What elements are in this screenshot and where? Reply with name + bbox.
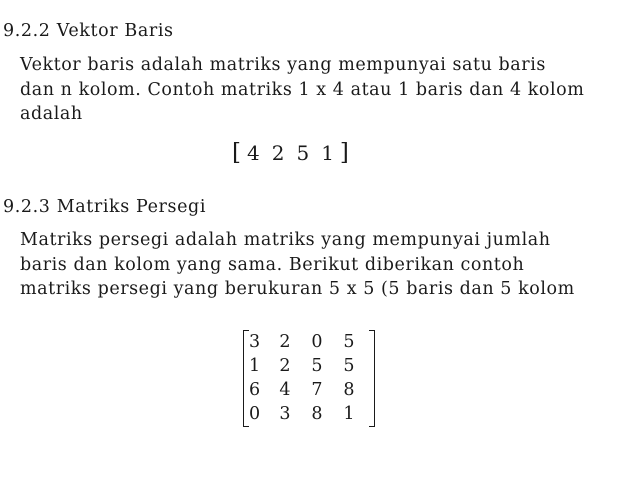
matrix-row — [244, 354, 374, 378]
matrix-cell: 0 — [249, 404, 261, 424]
vector-entry: 1 — [321, 141, 334, 165]
matrix-cell: 2 — [279, 332, 291, 352]
matrix-cell: 3 — [249, 332, 261, 352]
vector-entry: 4 — [246, 141, 260, 165]
matrix-cell: 6 — [249, 380, 261, 400]
paragraph-line: adalah — [20, 104, 83, 124]
right-bracket: ] — [339, 139, 349, 166]
matrix-cell: 5 — [343, 332, 355, 352]
matrix-cell: 8 — [311, 404, 323, 424]
matrix-cell: 3 — [279, 404, 291, 424]
matrix-row — [244, 402, 374, 426]
matrix-row — [244, 330, 374, 354]
square-matrix-example — [243, 330, 375, 427]
paragraph-line: dan n kolom. Contoh matriks 1 x 4 atau 1 baris dan 4 kolom — [20, 79, 585, 100]
row-vector-example — [232, 141, 349, 165]
paragraph-line: Vektor baris adalah matriks yang mempunyai satu baris — [20, 55, 546, 75]
vector-entry: 2 — [271, 141, 285, 165]
paragraph-line: baris dan kolom yang sama. Berikut diberikan contoh — [20, 254, 525, 275]
vector-entry: 5 — [296, 141, 310, 165]
matrix-cell: 5 — [311, 356, 323, 376]
matrix-cell: 2 — [279, 356, 291, 376]
section-heading-matriks-persegi: 9.2.3 Matriks Persegi — [3, 197, 207, 217]
left-bracket: [ — [232, 139, 241, 166]
paragraph-line: matriks persegi yang berukuran 5 x 5 (5 baris dan 5 kolom — [20, 279, 575, 299]
matrix-row — [244, 378, 374, 402]
matrix-cell: 8 — [343, 380, 355, 400]
section-heading-vektor-baris: 9.2.2 Vektor Baris — [3, 21, 174, 41]
matrix-cell: 1 — [343, 404, 355, 424]
paragraph-vektor-baris — [20, 53, 638, 127]
paragraph-matriks-persegi — [20, 228, 638, 302]
paragraph-line: Matriks persegi adalah matriks yang mempunyai jumlah — [20, 230, 551, 250]
matrix-cell: 5 — [343, 356, 355, 376]
matrix-cell: 1 — [249, 356, 261, 376]
matrix-cell: 4 — [279, 380, 291, 400]
matrix-cell: 0 — [311, 332, 323, 352]
matrix-cell: 7 — [311, 380, 323, 400]
